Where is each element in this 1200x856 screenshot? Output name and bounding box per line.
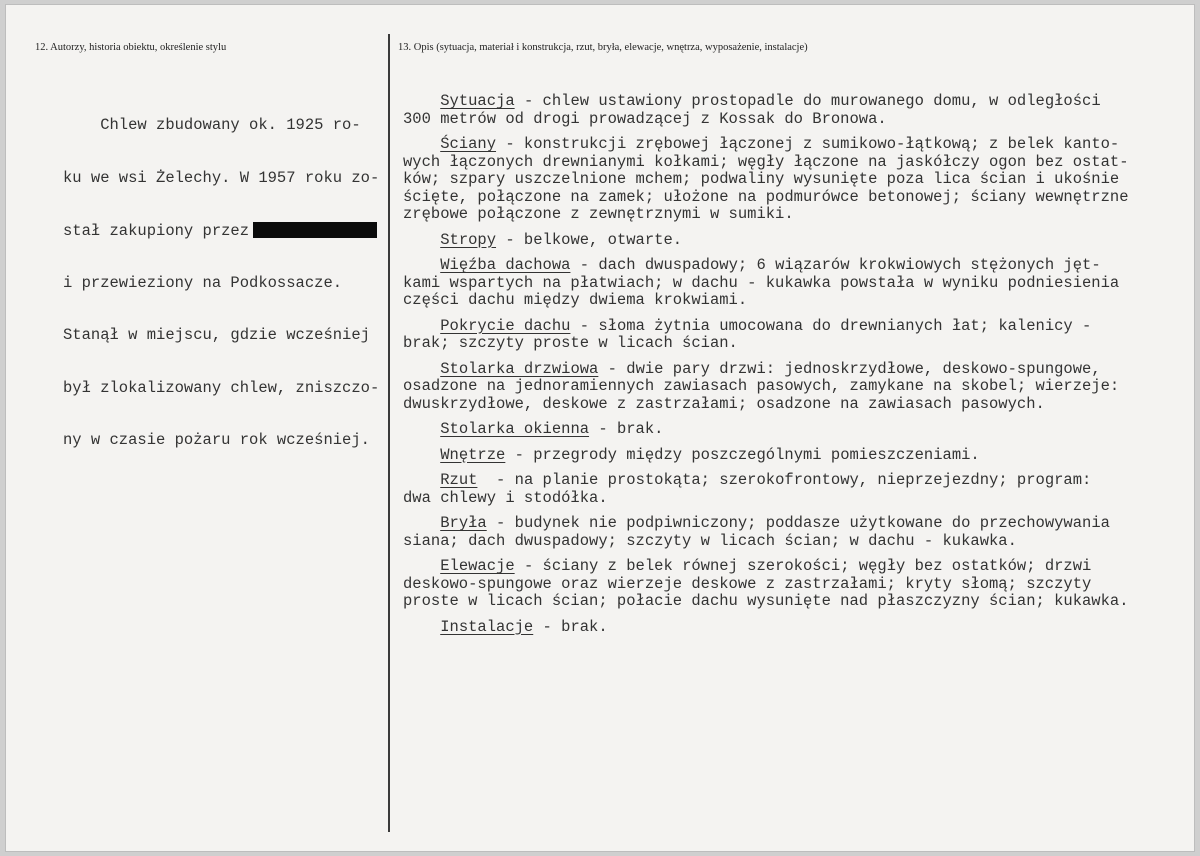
description-line	[403, 335, 1183, 353]
section-text: kami wspartych na płatwiach; w dachu - kukawka powstała w wyniku podniesienia	[403, 273, 1120, 292]
section-text: siana; dach dwuspadowy; szczyty w licach ścian; w dachu - kukawka.	[403, 531, 1017, 550]
description-line	[403, 189, 1183, 207]
paragraph-indent	[403, 446, 440, 464]
description-line	[403, 396, 1183, 414]
section-text: - konstrukcji zrębowej łączonej z sumikowo-łątkową; z belek kanto-	[496, 135, 1120, 153]
paragraph-indent	[403, 514, 440, 532]
history-line: był zlokalizowany chlew, zniszczo-	[63, 378, 380, 397]
section-text: wych łączonych drewnianymi kołkami; węgły łączone na jaskółczy ogon bez ostat-	[403, 152, 1129, 171]
section-text: części dachu między dwiema krokwiami.	[403, 291, 748, 309]
section-text: - przegrody między poszczególnymi pomieszczeniami.	[505, 445, 980, 464]
history-line: i przewieziony na Podkossacze.	[63, 273, 343, 292]
history-text	[63, 82, 379, 485]
section-text: - brak.	[533, 617, 608, 636]
section-text: osadzone na jednoramiennych zawiasach pasowych, zamykane na skobel; wierzeje:	[403, 377, 1120, 395]
description-section	[403, 257, 1183, 310]
description-line	[403, 472, 1183, 490]
section-heading: Więźba dachowa	[440, 256, 571, 274]
description-section	[403, 447, 1183, 465]
description-line	[403, 292, 1183, 310]
paragraph-indent	[403, 360, 440, 378]
description-section	[403, 515, 1183, 550]
section-heading: Stropy	[440, 230, 497, 249]
paragraph-indent	[403, 135, 440, 153]
paragraph-indent	[403, 557, 440, 575]
description-line	[403, 154, 1183, 172]
description-section	[403, 232, 1183, 250]
history-line: ku we wsi Żelechy. W 1957 roku zo-	[63, 168, 380, 187]
paragraph-indent	[403, 92, 440, 110]
section-heading: Bryła	[440, 514, 487, 532]
section-text: zrębowe połączone z zewnętrznymi w sumiki.	[403, 205, 794, 223]
history-line: Stanął w miejscu, gdzie wcześniej	[63, 326, 370, 344]
section-text: ścięte, połączone na zamek; ułożone na podmurówce betonowej; ściany wewnętrzne	[403, 187, 1129, 206]
history-line: Chlew zbudowany ok. 1925 ro-	[63, 116, 361, 134]
description-section	[403, 361, 1183, 414]
description-line	[403, 232, 1183, 250]
history-line	[63, 222, 379, 240]
section-heading: Pokrycie dachu	[440, 316, 571, 335]
description-line	[403, 378, 1183, 396]
section-heading: Wnętrze	[440, 445, 506, 464]
description-line	[403, 111, 1183, 129]
column-divider	[388, 34, 390, 832]
section-heading: Stolarka drzwiowa	[440, 359, 599, 378]
paragraph-indent	[403, 317, 440, 335]
description-section	[403, 93, 1183, 128]
description-line	[403, 257, 1183, 275]
section-text: dwa chlewy i stodółka.	[403, 488, 608, 507]
description-section	[403, 472, 1183, 507]
description-line	[403, 421, 1183, 439]
section-text: - ściany z belek równej szerokości; węgły bez ostatków; drzwi	[514, 557, 1092, 575]
paragraph-indent	[403, 471, 440, 489]
section-text: - słoma żytnia umocowana do drewnianych łat; kalenicy -	[570, 316, 1092, 335]
paragraph-indent	[403, 618, 440, 636]
section-text: - brak.	[589, 420, 664, 438]
description-line	[403, 515, 1183, 533]
description-line	[403, 93, 1183, 111]
section-text: - na planie prostokąta; szerokofrontowy, nieprzejezdny; program:	[477, 471, 1092, 489]
description-section	[403, 421, 1183, 439]
section-text: - chlew ustawiony prostopadle do murowanego domu, w odległości	[514, 92, 1101, 110]
description-section	[403, 558, 1183, 611]
section-text: proste w licach ścian; połacie dachu wysunięte nad płaszczyzny ścian; kukawka.	[403, 592, 1129, 610]
description-section	[403, 318, 1183, 353]
section-heading: Instalacje	[440, 617, 534, 636]
description-line	[403, 619, 1183, 637]
description-line	[403, 171, 1183, 189]
document-sheet	[5, 4, 1195, 852]
section-heading: Sytuacja	[440, 92, 515, 110]
description-line	[403, 558, 1183, 576]
description-line	[403, 533, 1183, 551]
description-line	[403, 490, 1183, 508]
section-heading: Ściany	[440, 135, 497, 153]
history-line-prefix: stał zakupiony przez	[63, 222, 250, 240]
section-heading: Stolarka okienna	[440, 420, 590, 438]
description-line	[403, 447, 1183, 465]
description-line	[403, 361, 1183, 379]
section-text: - belkowe, otwarte.	[496, 230, 683, 249]
description-line	[403, 206, 1183, 224]
description-section	[403, 136, 1183, 224]
paragraph-indent	[403, 420, 440, 438]
description-text	[403, 93, 1183, 644]
redaction-bar	[253, 222, 377, 238]
description-line	[403, 576, 1183, 594]
history-line: ny w czasie pożaru rok wcześniej.	[63, 431, 370, 449]
section-text: - budynek nie podpiwniczony; poddasze użytkowane do przechowywania	[486, 514, 1110, 532]
section-text: ków; szpary uszczelnione mchem; podwaliny wysunięte poza lica ścian i ukośnie	[403, 170, 1120, 188]
description-line	[403, 275, 1183, 293]
paragraph-indent	[403, 256, 440, 274]
section-text: deskowo-spungowe oraz wierzeje deskowe z zastrzałami; kryty słomą; szczyty	[403, 574, 1092, 593]
section-text: brak; szczyty proste w licach ścian.	[403, 334, 738, 352]
section-heading: Elewacje	[440, 557, 515, 575]
description-section	[403, 619, 1183, 637]
section-text: - dwie pary drzwi: jednoskrzydłowe, deskowo-spungowe,	[598, 359, 1101, 378]
section-text: 300 metrów od drogi prowadzącej z Kossak do Bronowa.	[403, 109, 887, 128]
description-line	[403, 593, 1183, 611]
description-line	[403, 318, 1183, 336]
section-text: - dach dwuspadowy; 6 wiązarów krokwiowych stężonych jęt-	[570, 256, 1101, 274]
paragraph-indent	[403, 231, 440, 249]
left-column-header: 12. Autorzy, historia obiektu, określenie stylu	[35, 42, 227, 53]
section-text: dwuskrzydłowe, deskowe z zastrzałami; osadzone na zawiasach pasowych.	[403, 394, 1045, 413]
right-column-header: 13. Opis (sytuacja, materiał i konstrukcja, rzut, bryła, elewacje, wnętrza, wyposażenie, instalacje)	[398, 42, 808, 53]
description-line	[403, 136, 1183, 154]
section-heading: Rzut	[440, 471, 478, 489]
